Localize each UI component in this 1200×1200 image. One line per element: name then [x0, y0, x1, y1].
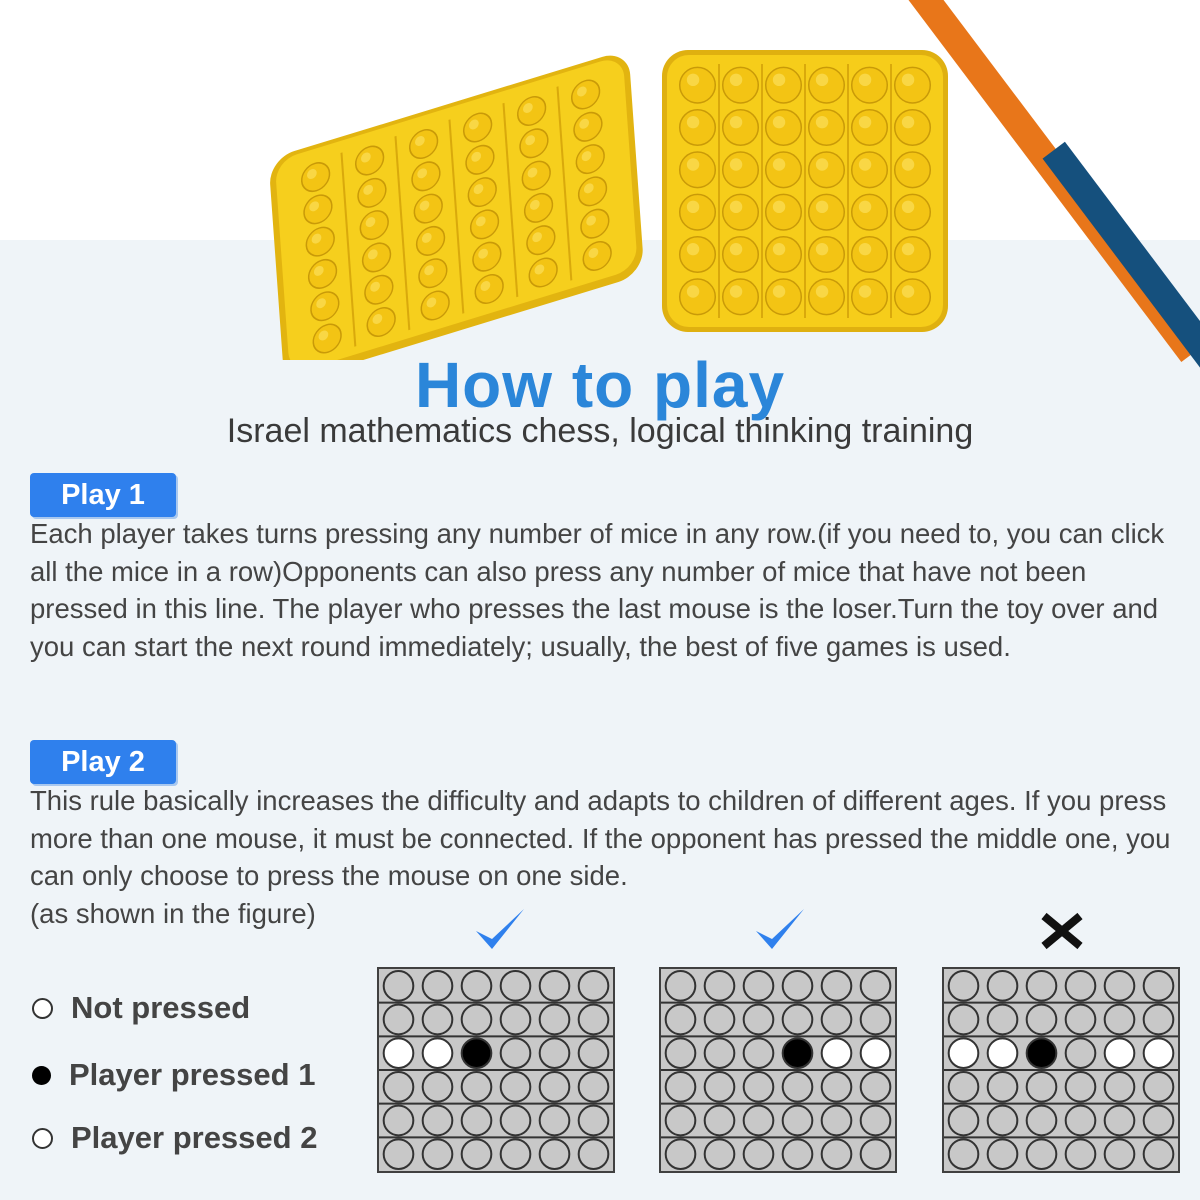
toy-bubble — [723, 194, 759, 230]
board-hole — [1105, 971, 1135, 1001]
toy-bubble — [852, 279, 888, 315]
play-1-rules: Each player takes turns pressing any number of mice in any row.(if you need to, you can click all the mice in a row)Opponents can also press any number of mice that have not been pressed in this line. The player who presses the last mouse is the loser.Turn the toy over and you can start the next round immediately; usually, the best of five games is used. — [30, 518, 1165, 662]
board-hole — [822, 1072, 852, 1102]
board-hole — [540, 971, 570, 1001]
board-hole — [949, 1072, 979, 1102]
board-hole — [1144, 1139, 1174, 1169]
toy-bubble — [809, 152, 845, 188]
board-hole — [744, 971, 774, 1001]
checkmark-icon — [752, 905, 808, 955]
board-hole — [666, 1038, 696, 1068]
legend-label: Player pressed 2 — [71, 1120, 318, 1155]
example-board-1 — [377, 967, 615, 1173]
toy-bubble — [852, 110, 888, 146]
board-hole — [988, 1139, 1018, 1169]
toy-bubble — [852, 152, 888, 188]
play-2-badge: Play 2 — [30, 740, 176, 784]
board-hole — [462, 1005, 492, 1035]
board-hole — [1066, 1038, 1096, 1068]
board-hole — [822, 971, 852, 1001]
play-2-rules: This rule basically increases the difficulty and adapts to children of different ages. If you press more than one mouse, it must be connected. If the opponent has pressed the middle one, you can only choose to press the mouse on one side. — [30, 785, 1171, 891]
figure-note: (as shown in the figure) — [30, 898, 316, 929]
toy-bubble — [766, 110, 802, 146]
toy-bubble — [766, 67, 802, 103]
board-hole — [988, 1038, 1018, 1068]
x-icon — [1040, 912, 1084, 950]
board-hole — [540, 1038, 570, 1068]
board-hole — [423, 1038, 453, 1068]
board-hole — [744, 1072, 774, 1102]
toy-bubble — [895, 237, 931, 273]
board-hole — [462, 1038, 492, 1068]
board-hole — [579, 1106, 609, 1136]
board-hole — [1105, 1106, 1135, 1136]
toy-bubble — [895, 152, 931, 188]
board-hole — [1027, 1038, 1057, 1068]
board-hole — [501, 1005, 531, 1035]
board-hole — [949, 1106, 979, 1136]
board-hole — [423, 1005, 453, 1035]
board-hole — [783, 1038, 813, 1068]
board-hole — [384, 1072, 414, 1102]
board-hole — [423, 1072, 453, 1102]
board-hole — [666, 1106, 696, 1136]
board-hole — [501, 971, 531, 1001]
board-hole — [501, 1106, 531, 1136]
board-hole — [861, 1106, 891, 1136]
toy-bubble — [809, 279, 845, 315]
filled-circle-icon — [32, 1066, 51, 1085]
board-hole — [1027, 1072, 1057, 1102]
board-hole — [744, 1005, 774, 1035]
toy-bubble — [809, 237, 845, 273]
board-hole — [1105, 1005, 1135, 1035]
board-hole — [1066, 1106, 1096, 1136]
toy-bubble — [723, 67, 759, 103]
board-hole — [1066, 1072, 1096, 1102]
board-hole — [384, 1139, 414, 1169]
legend-label: Player pressed 1 — [69, 1057, 316, 1092]
board-hole — [861, 971, 891, 1001]
board-hole — [1105, 1072, 1135, 1102]
board-svg — [944, 969, 1178, 1171]
legend-label: Not pressed — [71, 990, 251, 1025]
board-hole — [949, 1139, 979, 1169]
board-hole — [822, 1106, 852, 1136]
example-board-2 — [659, 967, 897, 1173]
board-hole — [579, 971, 609, 1001]
board-hole — [1105, 1038, 1135, 1068]
board-hole — [949, 1005, 979, 1035]
board-hole — [540, 1072, 570, 1102]
board-hole — [384, 1005, 414, 1035]
checkmark-icon — [472, 905, 528, 955]
board-hole — [861, 1038, 891, 1068]
board-hole — [579, 1038, 609, 1068]
board-hole — [783, 971, 813, 1001]
legend-player-2 — [32, 1120, 317, 1156]
board-hole — [384, 1106, 414, 1136]
toy-bubble — [895, 194, 931, 230]
board-hole — [1144, 1005, 1174, 1035]
board-hole — [783, 1005, 813, 1035]
toy-bubble — [809, 110, 845, 146]
toy-bubble — [852, 237, 888, 273]
board-hole — [462, 1106, 492, 1136]
toy-bubble — [723, 237, 759, 273]
board-hole — [1027, 1005, 1057, 1035]
board-hole — [988, 971, 1018, 1001]
toy-bubble — [895, 279, 931, 315]
board-hole — [949, 971, 979, 1001]
hollow-circle-icon — [32, 1128, 53, 1149]
board-hole — [579, 1139, 609, 1169]
board-hole — [423, 1106, 453, 1136]
board-hole — [1105, 1139, 1135, 1169]
toy-bubble — [680, 67, 716, 103]
board-hole — [783, 1106, 813, 1136]
board-hole — [1027, 1139, 1057, 1169]
toy-bubble — [680, 237, 716, 273]
board-hole — [988, 1072, 1018, 1102]
board-hole — [666, 1072, 696, 1102]
example-board-3 — [942, 967, 1180, 1173]
board-hole — [705, 1139, 735, 1169]
toy-bubble — [723, 152, 759, 188]
board-hole — [540, 1139, 570, 1169]
legend-not-pressed — [32, 990, 250, 1026]
board-hole — [861, 1072, 891, 1102]
board-hole — [1144, 971, 1174, 1001]
board-hole — [501, 1038, 531, 1068]
board-hole — [705, 1106, 735, 1136]
board-hole — [501, 1072, 531, 1102]
pop-it-toy-angled-image — [245, 40, 645, 360]
play-1-badge: Play 1 — [30, 473, 176, 517]
board-hole — [384, 971, 414, 1001]
toy-bubble — [766, 279, 802, 315]
toy-bubble — [723, 279, 759, 315]
board-hole — [744, 1106, 774, 1136]
board-hole — [988, 1005, 1018, 1035]
board-hole — [666, 971, 696, 1001]
board-hole — [705, 1072, 735, 1102]
toy-bubble — [766, 194, 802, 230]
toy-bubble — [895, 67, 931, 103]
board-hole — [744, 1038, 774, 1068]
toy-bubble — [680, 279, 716, 315]
board-hole — [1144, 1106, 1174, 1136]
legend-player-1 — [32, 1057, 315, 1093]
board-hole — [579, 1072, 609, 1102]
board-hole — [861, 1005, 891, 1035]
board-hole — [579, 1005, 609, 1035]
board-hole — [705, 1038, 735, 1068]
pop-it-toy-flat-image — [662, 50, 948, 332]
board-hole — [705, 971, 735, 1001]
hollow-circle-icon — [32, 998, 53, 1019]
board-hole — [1066, 1139, 1096, 1169]
board-hole — [384, 1038, 414, 1068]
board-hole — [462, 1139, 492, 1169]
board-hole — [822, 1005, 852, 1035]
board-hole — [949, 1038, 979, 1068]
board-hole — [1027, 971, 1057, 1001]
board-hole — [744, 1139, 774, 1169]
board-hole — [705, 1005, 735, 1035]
board-hole — [822, 1139, 852, 1169]
page-title: How to play — [414, 349, 786, 421]
board-hole — [1066, 971, 1096, 1001]
toy-bubble — [680, 110, 716, 146]
toy-bubble — [723, 110, 759, 146]
board-hole — [666, 1139, 696, 1169]
board-hole — [1066, 1005, 1096, 1035]
page-subtitle: Israel mathematics chess, logical thinking training — [226, 412, 974, 450]
board-hole — [1144, 1072, 1174, 1102]
toy-bubble — [809, 67, 845, 103]
board-hole — [423, 971, 453, 1001]
board-hole — [783, 1072, 813, 1102]
toy-bubble — [852, 194, 888, 230]
board-svg — [661, 969, 895, 1171]
toy-bubble — [895, 110, 931, 146]
board-hole — [783, 1139, 813, 1169]
board-hole — [861, 1139, 891, 1169]
toy-bubble — [766, 152, 802, 188]
toy-bubble — [852, 67, 888, 103]
board-hole — [988, 1106, 1018, 1136]
board-svg — [379, 969, 613, 1171]
board-hole — [1144, 1038, 1174, 1068]
board-hole — [462, 971, 492, 1001]
toy-bubble — [680, 152, 716, 188]
board-hole — [666, 1005, 696, 1035]
board-hole — [1027, 1106, 1057, 1136]
board-hole — [423, 1139, 453, 1169]
board-hole — [462, 1072, 492, 1102]
board-hole — [501, 1139, 531, 1169]
board-hole — [822, 1038, 852, 1068]
toy-bubble — [809, 194, 845, 230]
toy-bubble — [766, 237, 802, 273]
toy-bubble — [680, 194, 716, 230]
board-hole — [540, 1106, 570, 1136]
board-hole — [540, 1005, 570, 1035]
